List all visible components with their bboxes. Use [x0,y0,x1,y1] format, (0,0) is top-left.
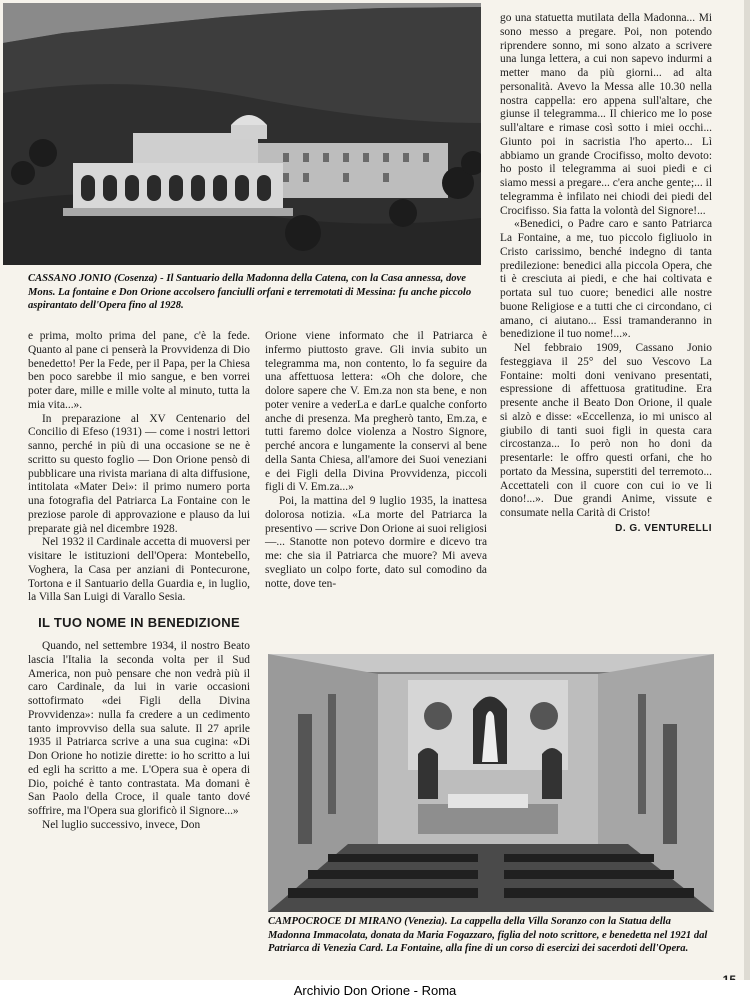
sanctuary-image [3,3,481,265]
paragraph: «Benedici, o Padre caro e santo Patriarca La Fontaine, a me, tuo piccolo figliuolo in Cristo carissimo, benché indegno di tanta predilezione: benedici alla piccola Opera, che ti è cresciuta ai piedi, e che hai coltivata e portata sul tuo cuore; benedici alle nostre buone Religiose e a tutti che ci circondano, ci amano, ci aiutano... Essi tramanderanno in benedizione il tuo nome!...». [500,218,712,341]
archive-footer: Archivio Don Orione - Roma [0,980,750,1001]
caption-location: CASSANO JONIO (Cosenza) [28,273,158,284]
chapel-caption [268,915,714,956]
caption-location: CAMPOCROCE DI MIRANO (Venezia). [268,916,448,927]
article-column-3 [500,12,712,536]
sanctuary-caption [28,272,472,313]
chapel-image [268,654,714,912]
paragraph: go una statuetta mutilata della Madonna... Mi sono messo a pregare. Poi, non potendo riprendere sonno, mi sono alzato a scrivere una lunga lettera, a cui non sapevo indurmi a metter mano da più giorni... ad alta personalità. Avevo la Messa alle 10.30 nella nostra cappella: ero appena sull'altare, che giunse il telegramma... Il chierico me lo pose sull'altare e rimase così sotto i miei occhi... Giunto poi in sacristia l'ho aperto... Lì abbiamo un grande Crocifisso, molto devoto: ho posto il telegramma ai suoi piedi e ci siamo messi a pregare... c'era anche gente;... il telegramma è infilato nei chiodi dei piedi del Crocifisso. Sia fatta la volontà del Signore!... [500,12,712,217]
paragraph: Nel febbraio 1909, Cassano Jonio festeggiava il 25° del suo Vescovo La Fontaine: molti doni venivano presentati, espressione di affettuosa gratitudine. Era presente anche il Beato Don Orione, il quale si alzò e disse: «Eccellenza, io mi unisco al giubilo di tanti suoi figli in questa cara circostanza... Io però non ho doni da presentarle: le offro questi orfani, che ho portato da Messina, superstiti del terremoto... Accettateli con il cuore con cui io ve li dono!...». Due grandi Anime, vissute e consumate nella Carità di Cristo! [500,342,712,519]
scan-edge [744,0,750,980]
paragraph: e prima, molto prima del pane, c'è la fede. Quanto al pane ci penserà la Provvidenza di Dio benedetto! Per la Fede, per il Papa, per la Chiesa ben poco sarebbe il mio sangue, e ben vorrei poter dare, mille e mille volte al minuto, tutta la mia vita...». [28,330,250,411]
paragraph: Poi, la mattina del 9 luglio 1935, la inattesa dolorosa notizia. «La morte del Patriarca la presentivo — scrive Don Orione ai suoi religiosi —... Stanotte non potevo dormire e dicevo tra me: che sia il Patriarca che muore? Mi aveva svegliato un colpo forte, dato sul comodino da notte, dove ten- [265,495,487,590]
paragraph: Orione viene informato che il Patriarca è infermo piuttosto grave. Gli invia subito un telegramma ma, non contento, lo fa seguire da una affettuosa lettera: «Oh che dolore, che dolore sapere che V. Em.za non sta bene, e non poter venire a vederLa e darLe qualche conforto anche di presenza. Ma pregherò tanto, Em.za, e tutti faremo dolce violenza a Nostro Signore, perché ancora e lungamente la conservi al bene della Santa Chiesa, all'amore dei Suoi veneziani e dei Figli della Divina Provvidenza, piccoli figli di V. Em.za...» [265,330,487,494]
paragraph: Quando, nel settembre 1934, il nostro Beato lascia l'Italia la seconda volta per il Sud America, non può pensare che non vedrà più il caro Cardinale, da lui in varie occasioni sottofirmato «dei Figli della Divina Provvidenza»: nulla fa credere a un cedimento tanto improvviso della sua salute. Il 27 aprile 1935 il Patriarca scrive a una sua cugina: «Di Don Orione ho notizie dirette: io ho scritto a lui ed egli ha scritto a me. L'Opera sua è opera di Dio, poiché è tanto contrastata. Ma domani è San Paolo della Croce, il quale tanto dové soffrire, ma l'Opera sua glorificò il Signore...» [28,640,250,817]
paragraph: In preparazione al XV Centenario del Concilio di Efeso (1931) — come i nostri lettori sanno, perché in più di una occasione se ne è scritto su questo foglio — Don Orione pensò di pubblicare una rivista mariana di alta diffusione, intitolata «Mater Dei»: il primo numero porta una fotografia del Patriarca La Fontaine con le preziose parole di approvazione e plauso da lui preparate già nel dicembre 1928. [28,412,250,535]
author-signature: D. G. VENTURELLI [615,522,712,534]
paragraph: Nel 1932 il Cardinale accetta di muoversi per visitare le istituzioni dell'Opera: Montebello, Voghera, la Casa per anziani di Pontecurone, Tortona e il Santuario della Guardia e, in luglio, la Villa San Luigi di Varallo Sesia. [28,536,250,604]
sanctuary-photo [3,3,481,265]
section-heading: IL TUO NOME IN BENEDIZIONE [38,615,240,630]
caption-text: - Il Santuario della Madonna della Catena, con la Casa annessa, dove Mons. La fontaine e Don Orione accolsero fanciulli orfani e terremotati di Messina: fu anche piccolo aspirantato dell'Opera fino al 1928. [28,273,472,311]
article-column-2 [265,330,487,591]
chapel-photo [268,654,714,912]
caption-text: La cappella della Villa Soranzo con la Statua della Madonna Immacolata, donata da Maria Fogazzaro, figlia del noto scrittore, e benedetta nel 1921 dal Patriarca di Venezia Card. La Fontaine, alla fine di un corso di esercizi dei sacerdoti dell'Opera. [268,916,708,954]
paragraph: Nel luglio successivo, invece, Don [42,818,201,831]
article-column-1 [28,330,250,833]
